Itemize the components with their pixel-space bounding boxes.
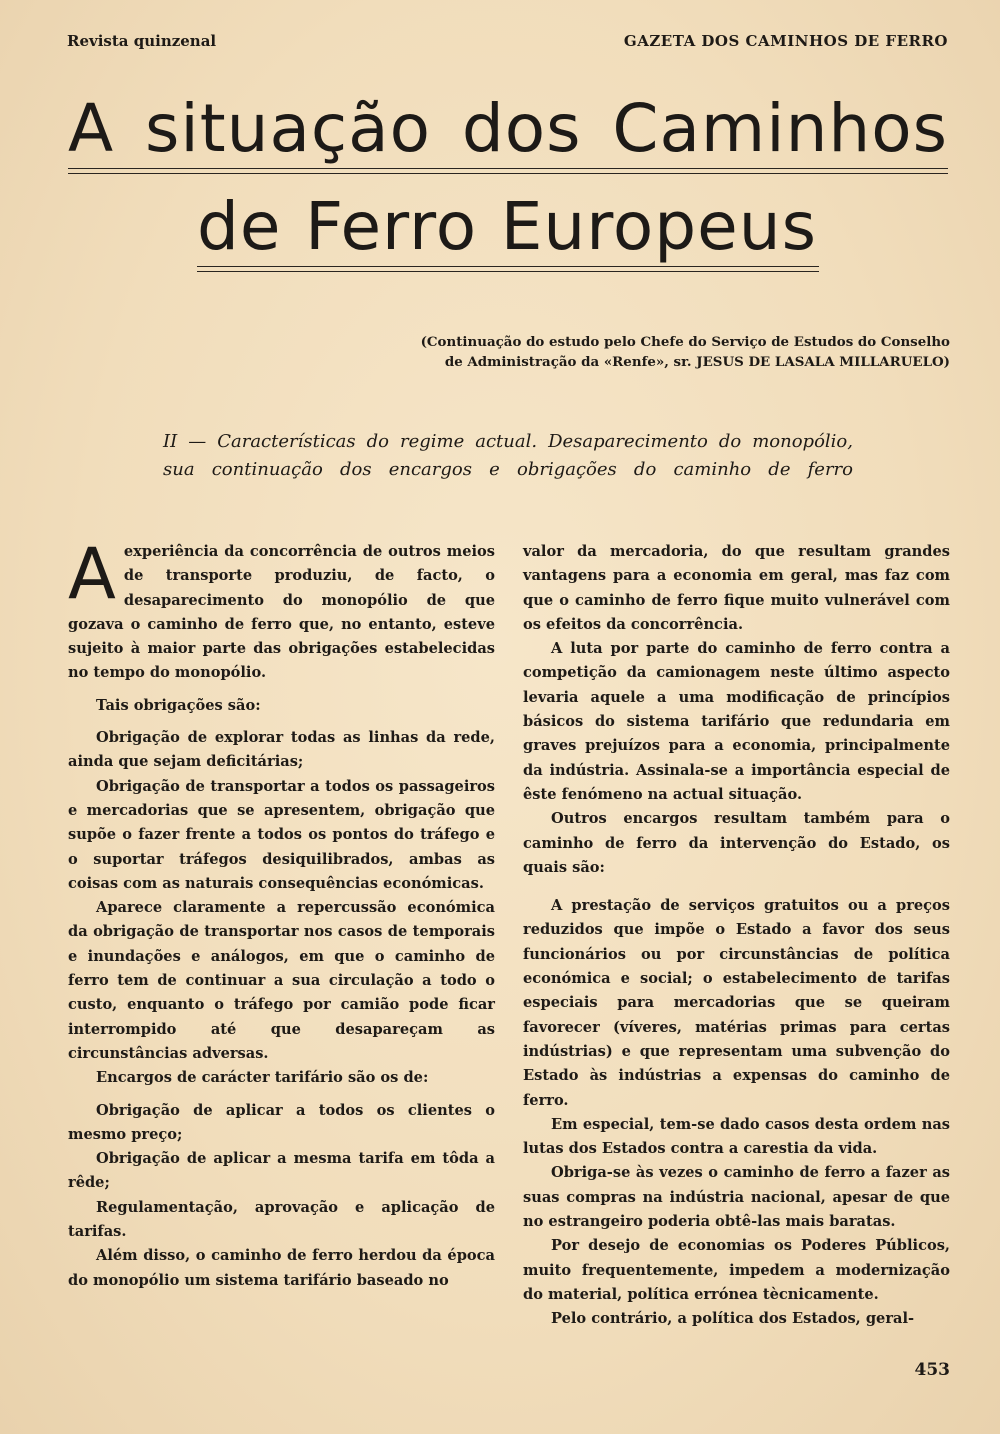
subtitle-line-1: (Continuação do estudo pelo Chefe do Serviço de Estudos do Conselho: [420, 334, 950, 350]
left-column: [68, 533, 495, 1293]
section-heading-line-1: II — Características do regime actual. Desaparecimento do monopólio,: [163, 431, 853, 452]
section-heading: [163, 428, 853, 484]
paragraph: Além disso, o caminho de ferro herdou da época do monopólio um sistema tarifário baseado no: [68, 1247, 495, 1289]
title-word: de: [197, 188, 282, 265]
title-underline-1: [68, 168, 948, 169]
title-word: Caminhos: [612, 90, 948, 167]
title-underline-2: [197, 266, 819, 267]
running-header-left: Revista quinzenal: [67, 32, 217, 50]
title-word: A: [68, 90, 115, 167]
section-heading-line-2: sua continuação dos encargos e obrigações do caminho de ferro: [163, 459, 853, 480]
article-title-line-1: [68, 90, 948, 167]
paragraph: A prestação de serviços gratuitos ou a preços reduzidos que impõe o Estado a favor dos seus funcionários ou por circunstâncias de política económica e social; o estabelecimento de tarifas especiais para mercadorias que se queiram favorecer (víveres, matérias primas para certas indústrias) e que representam uma subvenção do Estado às indústrias a expensas do caminho de ferro.: [523, 897, 950, 1109]
paragraph: Obrigação de aplicar a mesma tarifa em tôda a rêde;: [68, 1150, 495, 1192]
title-word: dos: [461, 90, 582, 167]
right-column: [523, 540, 950, 1332]
paragraph: Em especial, tem-se dado casos desta ordem nas lutas dos Estados contra a carestia da vida.: [523, 1115, 950, 1158]
paragraph: Aparece claramente a repercussão económica da obrigação de transportar nos casos de temporais e inundações e análogos, em que o caminho de ferro tem de continuar a sua circulação a todo o custo, enquanto o tráfego por camião pode ficar interrompido até que desapareçam as circunstâncias adversas.: [68, 899, 495, 1062]
title-word: Ferro: [305, 188, 478, 265]
paragraph: Outros encargos resultam também para o caminho de ferro da intervenção do Estado, os quais são:: [523, 810, 950, 876]
paragraph: Regulamentação, aprovação e aplicação de tarifas.: [68, 1198, 495, 1241]
paragraph: Por desejo de economias os Poderes Públicos, muito frequentemente, impedem a modernização do material, política errónea tècnicamente.: [523, 1237, 950, 1303]
running-header-right: GAZETA DOS CAMINHOS DE FERRO: [623, 32, 948, 50]
title-underline-1b: [68, 173, 948, 174]
paragraph: Encargos de carácter tarifário são os de:: [96, 1069, 429, 1087]
article-title-line-2: [197, 188, 817, 265]
paragraph: Obriga-se às vezes o caminho de ferro a fazer as suas compras na indústria nacional, apesar de que no estrangeiro poderia obtê-las mais baratas.: [523, 1164, 950, 1231]
paragraph: Obrigação de explorar todas as linhas da rede, ainda que sejam deficitárias;: [68, 729, 495, 771]
article-subtitle: [420, 332, 950, 372]
title-underline-2b: [197, 271, 819, 272]
paragraph: Pelo contrário, a política dos Estados, geral-: [551, 1310, 915, 1328]
paragraph: Tais obrigações são:: [96, 696, 261, 714]
page-number: 453: [914, 1360, 950, 1380]
paragraph: Obrigação de transportar a todos os passageiros e mercadorias que se apresentem, obrigação que supõe o fazer frente a todos os pontos do tráfego e o suportar tráfegos desiquilibrados, ambas as coisas com as naturais consequências económicas.: [68, 777, 495, 892]
subtitle-line-2: de Administração da «Renfe», sr. JESUS DE LASALA MILLARUELO): [444, 354, 950, 370]
paragraph: Obrigação de aplicar a todos os clientes o mesmo preço;: [68, 1101, 495, 1143]
paragraph: A luta por parte do caminho de ferro contra a competição da camionagem neste último aspecto levaria aquele a uma modificação de princípios básicos do sistema tarifário que redundaria em graves prejuízos para a economia, principalmente da indústria. Assinala-se a importância especial de êste fenómeno na actual situação.: [523, 640, 950, 803]
paragraph: valor da mercadoria, do que resultam grandes vantagens para a economia em geral, mas faz com que o caminho de ferro fique muito vulnerável com os efeitos da concorrência.: [523, 543, 950, 633]
title-word: situação: [145, 90, 432, 167]
title-word: Europeus: [500, 188, 817, 265]
drop-cap: A: [68, 533, 116, 615]
paragraph: Aexperiência da concorrência de outros meios de transporte produziu, de facto, o desaparecimento do monopólio de que gozava o caminho de ferro que, no entanto, esteve sujeito à maior parte das obrigações estabelecidas no tempo do monopólio.: [68, 533, 495, 682]
